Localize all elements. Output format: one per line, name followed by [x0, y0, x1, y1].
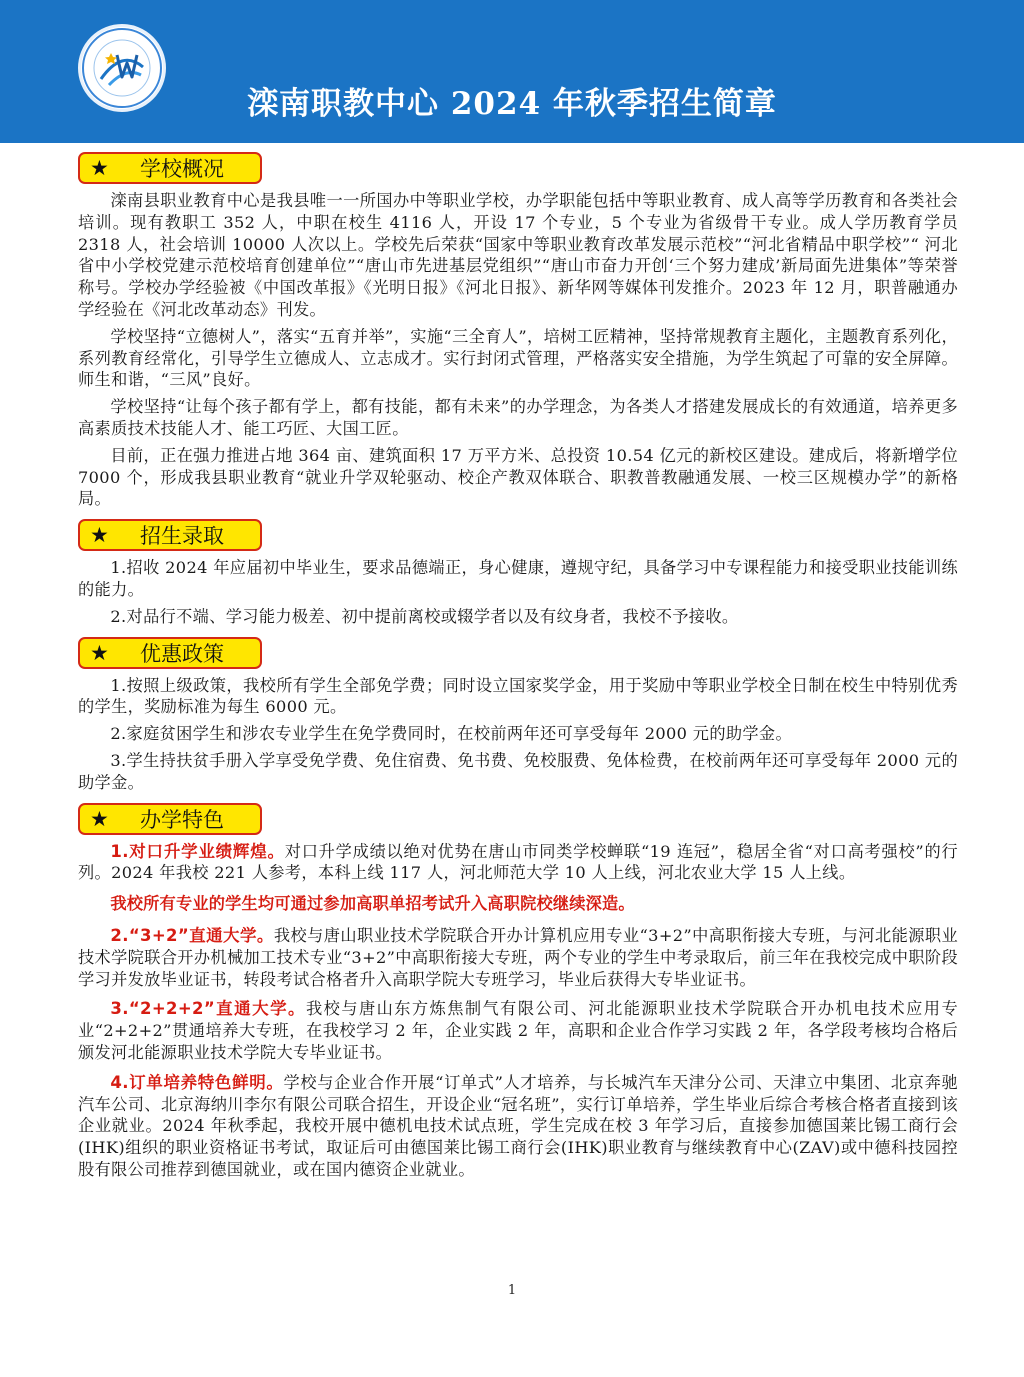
section-header-overview — [78, 152, 262, 184]
star-icon: ★ — [90, 523, 109, 548]
overview-paragraph: 目前，正在强力推进占地 364 亩、建筑面积 17 万平方米、总投资 10.54 亿元的新校区建设。建成后，将新增学位 7000 个，形成我县职业教育“就业升学双轮驱动、校企产教双体联合、职教普教融通发展、一校三区规模办学”的新格局。 — [78, 445, 958, 509]
feature-item — [78, 1072, 958, 1181]
section-label: 优惠政策 — [140, 641, 224, 666]
header-banner — [0, 0, 1024, 143]
feature-text: 我校与唐山东方炼焦制气有限公司、河北能源职业技术学院联合开办机电技术应用专业“2+2+2”贯通培养大专班，在我校学习 2 年，企业实践 2 年，高职和企业合作学习实践 2 年，各学段考核均合格后颁发河北能源职业技术学院大专毕业证书。 — [78, 999, 958, 1062]
section-label: 学校概况 — [140, 157, 224, 181]
feature-item — [78, 998, 958, 1063]
main-content — [78, 148, 958, 1186]
section-label: 招生录取 — [140, 524, 224, 549]
feature-lead: 3.“2+2+2”直通大学。 — [110, 999, 307, 1019]
feature-lead: 2.“3+2”直通大学。 — [110, 925, 274, 945]
feature-item — [78, 841, 958, 885]
overview-paragraph: 学校坚持“让每个孩子都有学上，都有技能，都有未来”的办学理念，为各类人才搭建发展成长的有效通道，培养更多高素质技术技能人才、能工巧匠、大国工匠。 — [78, 397, 958, 438]
feature-text: 学校与企业合作开展“订单式”人才培养，与长城汽车天津分公司、天津立中集团、北京奔驰汽车公司、北京海纳川李尔有限公司联合招生，开设企业“冠名班”，实行订单培养，学生毕业后综合考核合格者直接到该企业就业。2024 年秋季起，我校开展中德机电技术试点班，学生完成在校 3 年学习后，直接参加德国莱比锡工商行会(IHK)组织的职业资格证书考试，取证后可由德国莱比锡工商行会(IHK)职业教育与继续教育中心(ZAV)或中德科技园控股有限公司推荐到德国就业，或在国内德资企业就业。 — [78, 1072, 958, 1179]
section-header-policy — [78, 637, 262, 669]
feature-item — [78, 925, 958, 990]
feature-lead: 4.订单培养特色鲜明。 — [110, 1072, 284, 1092]
overview-paragraph: 学校坚持“立德树人”，落实“五育并举”，实施“三全育人”，培树工匠精神，坚持常规教育主题化，主题教育系列化，系列教育经常化，引导学生立德成人、立志成才。实行封闭式管理，严格落实安全措施，为学生筑起了可靠的安全屏障。师生和谐，“三风”良好。 — [78, 326, 958, 390]
feature-text: 对口升学成绩以绝对优势在唐山市同类学校蝉联“19 连冠”，稳居全省“对口高考强校”的行列。2024 年我校 221 人参考，本科上线 117 人，河北师范大学 10 人上线，河北农业大学 15 人上线。 — [78, 841, 958, 883]
feature-highlight: 我校所有专业的学生均可通过参加高职单招考试升入高职院校继续深造。 — [110, 894, 635, 914]
section-header-admission — [78, 519, 262, 551]
feature-text: 我校与唐山职业技术学院联合开办计算机应用专业“3+2”中高职衔接大专班，与河北能源职业技术学院联合开办机械加工技术专业“3+2”中高职衔接大专班，两个专业的学生中考录取后，前三年在我校完成中职阶段学习并发放毕业证书，转段考试合格者升入高职学院大专班学习，毕业后获得大专毕业证书。 — [78, 925, 958, 989]
section-header-features — [78, 803, 262, 835]
policy-paragraph: 1.按照上级政策，我校所有学生全部免学费；同时设立国家奖学金，用于奖励中等职业学校全日制在校生中特别优秀的学生，奖励标准为每生 6000 元。 — [78, 675, 958, 717]
star-icon: ★ — [90, 806, 109, 831]
admission-paragraph: 1.招收 2024 年应届初中毕业生，要求品德端正，身心健康，遵规守纪，具备学习中专课程能力和接受职业技能训练的能力。 — [78, 558, 958, 599]
overview-paragraph: 滦南县职业教育中心是我县唯一一所国办中等职业学校，办学职能包括中等职业教育、成人高等学历教育和各类社会培训。现有教职工 352 人，中职在校生 4116 人，开设 17 个专业，5 个专业为省级骨干专业。成人学历教育学员 2318 人，社会培训 10000 人次以上。学校先后荣获“国家中等职业教育改革发展示范校”“河北省精品中职学校”“ 河北省中小学校党建示范校培育创建单位”“唐山市先进基层党组织”“唐山市奋力开创‘三个努力建成’新局面先进集体”等荣誉称号。学校办学经验被《中国改革报》《光明日报》《河北日报》、新华网等媒体刊发推介。2023 年 12 月，职普融通办学经验在《河北改革动态》刊发。 — [78, 191, 958, 319]
star-icon: ★ — [90, 156, 109, 180]
policy-paragraph: 3.学生持扶贫手册入学享受免学费、免住宿费、免书费、免校服费、免体检费，在校前两年还可享受每年 2000 元的助学金。 — [78, 750, 958, 792]
admission-paragraph: 2.对品行不端、学习能力极差、初中提前离校或辍学者以及有纹身者，我校不予接收。 — [110, 606, 739, 626]
feature-lead: 1.对口升学业绩辉煌。 — [110, 841, 285, 861]
star-icon: ★ — [90, 640, 109, 665]
section-label: 办学特色 — [140, 807, 224, 832]
policy-paragraph: 2.家庭贫困学生和涉农专业学生在免学费同时，在校前两年还可享受每年 2000 元的助学金。 — [110, 724, 793, 744]
page-number: 1 — [507, 1283, 517, 1298]
page-title: 滦南职教中心 2024 年秋季招生简章 — [247, 86, 777, 122]
